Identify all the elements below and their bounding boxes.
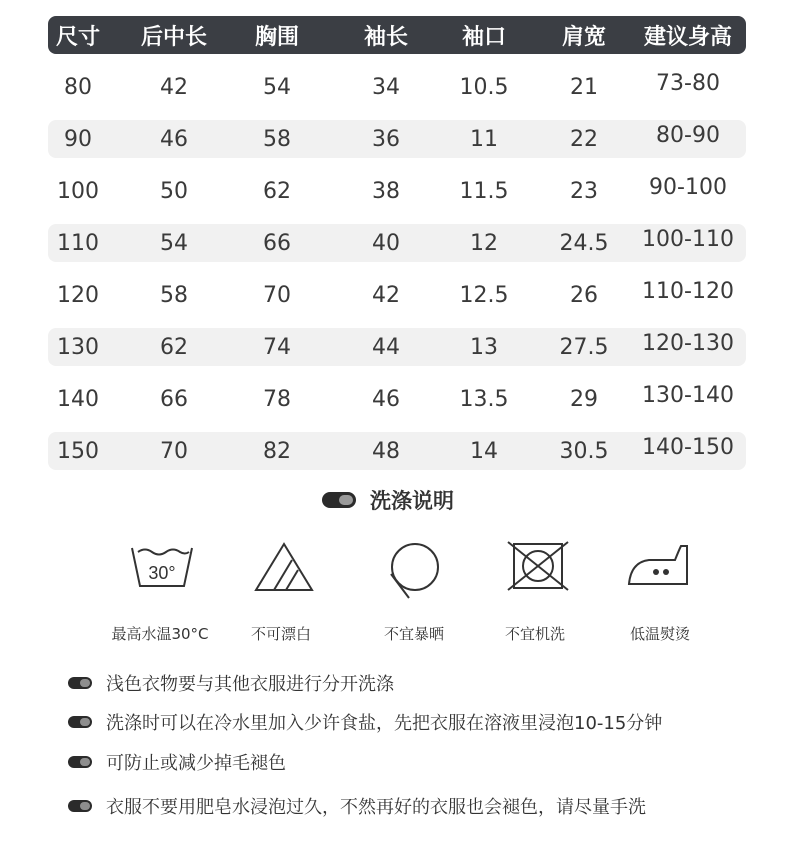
cell-size: 80 xyxy=(64,74,92,100)
wash-30-symbol xyxy=(102,540,222,592)
header-chest: 胸围 xyxy=(254,24,300,50)
header-height: 建议身高 xyxy=(643,24,733,50)
cell-sleeve-length: 36 xyxy=(372,126,400,152)
table-row xyxy=(48,224,746,262)
wash-30-label: 最高水温30°C xyxy=(111,625,209,643)
cell-sleeve-length: 46 xyxy=(372,386,400,412)
cell-back-length: 42 xyxy=(160,74,188,100)
no-machine-wash-icon xyxy=(506,540,570,592)
no-bleach-label: 不可漂白 xyxy=(250,625,312,643)
cell-cuff: 12 xyxy=(470,230,498,256)
cell-size: 90 xyxy=(64,126,92,152)
cell-shoulder: 21 xyxy=(570,74,598,100)
header-size: 尺寸 xyxy=(55,24,101,50)
note-item xyxy=(68,709,662,735)
cell-shoulder: 30.5 xyxy=(559,438,609,464)
bullet-pill-icon xyxy=(68,800,92,812)
no-sun-dry-icon xyxy=(381,540,445,604)
table-row xyxy=(48,328,746,366)
cell-sleeve-length: 48 xyxy=(372,438,400,464)
size-table-header xyxy=(48,16,746,54)
washing-title: 洗涤说明 xyxy=(370,489,454,513)
note-item xyxy=(68,793,646,819)
table-row xyxy=(48,172,746,210)
cell-cuff: 11 xyxy=(470,126,498,152)
cell-height: 80-90 xyxy=(656,123,720,148)
toggle-pill-icon xyxy=(322,492,356,508)
cell-height: 120-130 xyxy=(642,331,734,356)
cell-cuff: 11.5 xyxy=(459,178,509,204)
cell-chest: 78 xyxy=(263,386,291,412)
wash-30-icon xyxy=(127,540,197,592)
cell-chest: 58 xyxy=(263,126,291,152)
cell-sleeve-length: 38 xyxy=(372,178,400,204)
cell-sleeve-length: 40 xyxy=(372,230,400,256)
wash-temp-text: 30° xyxy=(148,563,176,583)
cell-shoulder: 24.5 xyxy=(559,230,609,256)
washing-section-title xyxy=(322,486,454,514)
cell-chest: 74 xyxy=(263,334,291,360)
note-text: 洗涤时可以在冷水里加入少许食盐，先把衣服在溶液里浸泡10-15分钟 xyxy=(106,713,663,734)
cell-sleeve-length: 44 xyxy=(372,334,400,360)
cell-size: 150 xyxy=(57,438,99,464)
cell-height: 73-80 xyxy=(656,71,720,96)
bullet-pill-icon xyxy=(68,756,92,768)
table-row xyxy=(48,276,746,314)
cell-sleeve-length: 34 xyxy=(372,74,400,100)
no-bleach-icon xyxy=(252,540,316,592)
cell-cuff: 13.5 xyxy=(459,386,509,412)
cell-shoulder: 22 xyxy=(570,126,598,152)
no-sun-dry-symbol xyxy=(353,540,473,604)
note-item xyxy=(68,670,394,696)
size-table xyxy=(48,16,746,470)
header-sleeve-length: 袖长 xyxy=(363,24,409,50)
cell-size: 130 xyxy=(57,334,99,360)
low-iron-label: 低温熨烫 xyxy=(629,625,691,643)
table-row xyxy=(48,68,746,106)
cell-back-length: 58 xyxy=(160,282,188,308)
bullet-pill-icon xyxy=(68,716,92,728)
cell-back-length: 50 xyxy=(160,178,188,204)
no-sun-dry-label: 不宜暴晒 xyxy=(383,625,445,643)
cell-size: 140 xyxy=(57,386,99,412)
no-machine-wash-label: 不宜机洗 xyxy=(504,625,566,643)
cell-size: 120 xyxy=(57,282,99,308)
table-row xyxy=(48,432,746,470)
cell-height: 130-140 xyxy=(642,383,734,408)
cell-height: 110-120 xyxy=(642,279,734,304)
cell-size: 100 xyxy=(57,178,99,204)
header-shoulder: 肩宽 xyxy=(561,24,607,50)
note-text: 浅色衣物要与其他衣服进行分开洗涤 xyxy=(106,674,394,695)
cell-cuff: 14 xyxy=(470,438,498,464)
cell-back-length: 46 xyxy=(160,126,188,152)
note-text: 可防止或减少掉毛褪色 xyxy=(106,753,286,774)
cell-size: 110 xyxy=(57,230,99,256)
cell-height: 90-100 xyxy=(649,175,727,200)
cell-sleeve-length: 42 xyxy=(372,282,400,308)
bullet-pill-icon xyxy=(68,677,92,689)
cell-chest: 54 xyxy=(263,74,291,100)
cell-cuff: 13 xyxy=(470,334,498,360)
table-row xyxy=(48,120,746,158)
cell-back-length: 66 xyxy=(160,386,188,412)
no-machine-wash-symbol xyxy=(478,540,598,592)
cell-back-length: 62 xyxy=(160,334,188,360)
cell-shoulder: 27.5 xyxy=(559,334,609,360)
cell-back-length: 54 xyxy=(160,230,188,256)
cell-back-length: 70 xyxy=(160,438,188,464)
cell-chest: 66 xyxy=(263,230,291,256)
cell-chest: 82 xyxy=(263,438,291,464)
cell-height: 140-150 xyxy=(642,435,734,460)
low-iron-symbol xyxy=(598,540,718,592)
cell-shoulder: 26 xyxy=(570,282,598,308)
cell-cuff: 12.5 xyxy=(459,282,509,308)
note-item xyxy=(68,749,286,775)
table-row xyxy=(48,380,746,418)
cell-chest: 62 xyxy=(263,178,291,204)
header-back-length: 后中长 xyxy=(140,24,208,50)
cell-shoulder: 29 xyxy=(570,386,598,412)
cell-shoulder: 23 xyxy=(570,178,598,204)
note-text: 衣服不要用肥皂水浸泡过久，不然再好的衣服也会褪色，请尽量手洗 xyxy=(106,797,646,818)
no-bleach-symbol xyxy=(224,540,344,592)
cell-height: 100-110 xyxy=(642,227,734,252)
header-cuff: 袖口 xyxy=(461,24,507,50)
cell-chest: 70 xyxy=(263,282,291,308)
cell-cuff: 10.5 xyxy=(459,74,509,100)
low-iron-icon xyxy=(623,540,693,592)
